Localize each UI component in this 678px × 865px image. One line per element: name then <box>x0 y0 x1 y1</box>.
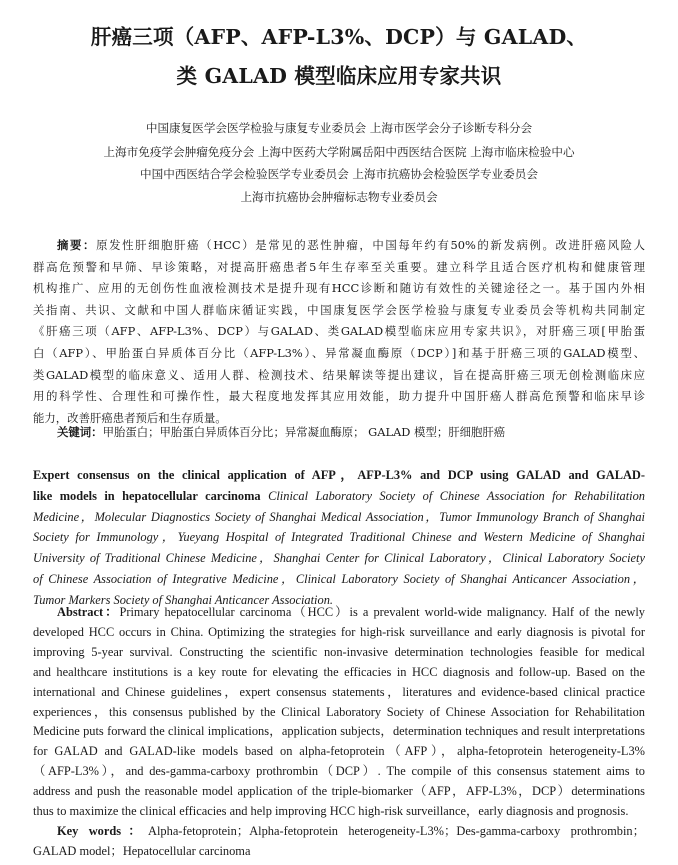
affiliation-line-4: 上海市抗癌协会肿瘤标志物专业委员会 <box>240 190 438 204</box>
en-abstract-line: international and Chinese guidelines，expert consensus statements，literatures and evidence-based clinical practice <box>33 684 645 699</box>
en-keywords-line: GALAD model；Hepatocellular carcinoma <box>33 843 251 858</box>
title-line-1: 肝癌三项（AFP、AFP-L3%、DCP）与 GALAD、 <box>90 25 588 49</box>
chinese-keywords <box>57 424 505 440</box>
en-abstract-line: and healthcare institutions is a key route for elevating the efficacies in HCC diagnosis and follow-up. Based on the <box>33 664 645 679</box>
zh-abstract-label: 摘要： <box>57 238 97 252</box>
en-abstract-line: for GALAD and GALAD-like models based on alpha-fetoprotein（AFP），alpha-fetoprotein heterogeneity-L3% <box>33 744 645 759</box>
zh-abstract-line: 《肝癌三项（AFP、AFP-L3%、DCP）与GALAD、类GALAD模型临床应用专家共识》，对肝癌三项[甲胎蛋 <box>33 324 645 339</box>
affiliation-line-1: 中国康复医学会医学检验与康复专业委员会 上海市医学会分子诊断专科分会 <box>145 121 533 135</box>
english-abstract <box>33 603 645 862</box>
en-abstract-label: Abstract： <box>57 605 120 619</box>
en-abstract-line: （AFP-L3%），and des-gamma-carboxy prothrombin（DCP）. The compile of this consensus statement aims to <box>33 764 645 779</box>
en-header-line: University of Traditional Chinese Medicine，Shanghai Center for Clinical Laboratory，Clinical Laboratory Society <box>33 551 645 566</box>
en-header-line: Tumor Markers Society of Shanghai Anticancer Association. <box>33 592 333 607</box>
en-abstract-line: developed HCC occurs in China. Optimizing the strategies for high-risk surveillance and early diagnosis is pivotal for <box>33 624 645 639</box>
en-abstract-line: address and push the reasonable model application of the triple-biomarker（AFP，AFP-L3%，DCP）determinations <box>33 784 645 799</box>
en-header-line <box>33 465 645 486</box>
zh-abstract-line: 类GALAD模型的临床意义、适用人群、检测技术、结果解读等提出建议，旨在提高肝癌三项无创检测临床应 <box>33 367 645 382</box>
english-title-and-affiliations <box>33 465 645 611</box>
zh-abstract-line: 关指南、共识、文献和中国人群临床循证实践，中国康复医学会医学检验与康复专业委员会等机构共同制定 <box>33 302 645 317</box>
zh-abstract-text: 原发性肝细胞肝癌（HCC）是常见的恶性肿瘤，中国每年约有50%的新发病例。改进肝癌风险人 <box>96 238 645 252</box>
en-abstract-line: improving 5-year survival. Constructing the scientific non-invasive determination technologies feasible for medical <box>33 644 645 659</box>
en-header-line: Medicine，Molecular Diagnostics Society of Shanghai Medical Association，Tumor Immunology Branch of Shanghai <box>33 509 645 524</box>
en-abstract-line: Medicine puts forward the clinical implications，application subjects，determination techniques and result interpretations <box>33 724 645 739</box>
en-abstract-line: experiences，this consensus published by the Clinical Laboratory Society of Chinese Association for Rehabilitation <box>33 704 645 719</box>
en-keywords-line <box>33 822 645 842</box>
affiliation-line-3: 中国中西医结合学会检验医学专业委员会 上海市抗癌协会检验医学专业委员会 <box>140 167 538 181</box>
en-affiliation-text: Clinical Laboratory Society of Chinese Association for Rehabilitation <box>260 488 645 503</box>
zh-abstract-line: 机构推广、应用的无创伤性血液检测技术是提升现有HCC诊断和随访有效性的关键途径之一。基于国内外相 <box>33 281 645 296</box>
en-abstract-text: Primary hepatocellular carcinoma（HCC）is a prevalent world-wide malignancy. Half of the newly <box>119 605 645 619</box>
title-line-2: 类 GALAD 模型临床应用专家共识 <box>176 64 502 88</box>
zh-abstract-line <box>33 235 645 257</box>
zh-abstract-line: 群高危预警和早筛、早诊策略，对提高肝癌患者5年生存率至关重要。建立科学且适合医疗机构和健康管理 <box>33 259 645 274</box>
en-keywords-label: Key words： <box>57 823 149 838</box>
en-header-line: Society for Immunology，Yueyang Hospital of Integrated Traditional Chinese and Western Medicine of Shanghai <box>33 530 645 545</box>
en-header-line <box>33 486 645 507</box>
en-header-line: of Chinese Association of Integrative Medicine，Clinical Laboratory Society of Shanghai Anticancer Association， <box>33 571 645 586</box>
en-keywords-text: Alpha-fetoprotein；Alpha-fetoprotein heterogeneity-L3%；Des-gamma-carboxy prothrombin； <box>148 823 645 838</box>
en-abstract-line: thus to maximize the clinical efficacies and help improving HCC high-risk surveillance，early diagnosis and prognosis. <box>33 804 629 819</box>
chinese-abstract <box>33 235 645 429</box>
en-abstract-line <box>33 603 645 623</box>
affiliation-line-2: 上海市免疫学会肿瘤免疫分会 上海中医药大学附属岳阳中西医结合医院 上海市临床检验中心 <box>103 145 575 159</box>
en-title-text: like models in hepatocellular carcinoma <box>33 488 261 503</box>
zh-abstract-line: 用的科学性、合理性和可操作性，最大程度地发挥其应用效能，助力提升中国肝癌人群高危预警和临床早诊 <box>33 389 645 404</box>
zh-abstract-line: 能力，改善肝癌患者预后和生存质量。 <box>33 410 227 425</box>
zh-keywords-text: 甲胎蛋白；甲胎蛋白异质体百分比；异常凝血酶原； GALAD 模型；肝细胞肝癌 <box>102 425 506 439</box>
zh-abstract-line: 白（AFP）、甲胎蛋白异质体百分比（AFP-L3%）、异常凝血酶原（DCP）]和基于肝癌三项的GALAD模型、 <box>33 345 645 360</box>
zh-keywords-label: 关键词： <box>57 425 103 439</box>
en-title-text: Expert consensus on the clinical application of AFP，AFP-L3% and DCP using GALAD and GALAD- <box>33 468 645 482</box>
